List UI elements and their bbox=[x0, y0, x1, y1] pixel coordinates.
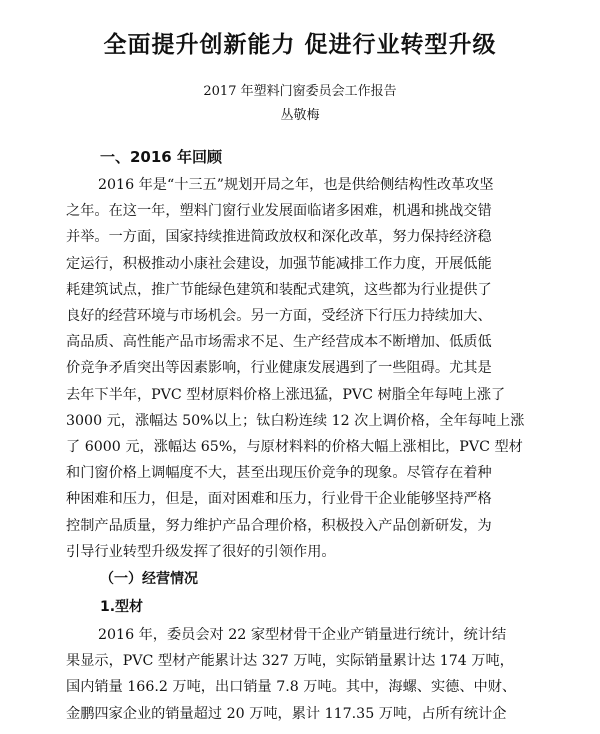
paragraph-line: 去年下半年，PVC 型材原料价格上涨迅猛，PVC 树脂全年每吨上涨了 bbox=[66, 386, 506, 403]
section-heading-review: 一、2016 年回顾 bbox=[100, 148, 222, 166]
paragraph-line: 并举。一方面，国家持续推进简政放权和深化改革，努力保持经济稳 bbox=[66, 229, 492, 246]
report-subtitle: 2017 年塑料门窗委员会工作报告 bbox=[203, 84, 397, 99]
paragraph-line: 良好的经营环境与市场机会。另一方面，受经济下行压力持续加大、 bbox=[66, 308, 492, 325]
paragraph-line: 定运行，积极推动小康社会建设，加强节能减排工作力度，开展低能 bbox=[66, 255, 492, 272]
paragraph-line: 2016 年是“十三五”规划开局之年，也是供给侧结构性改革攻坚 bbox=[98, 177, 494, 193]
paragraph-line: 价竞争矛盾突出等因素影响，行业健康发展遇到了一些阻碍。尤其是 bbox=[66, 360, 492, 377]
paragraph-line: 高品质、高性能产品市场需求不足、生产经营成本不断增加、低质低 bbox=[66, 334, 492, 351]
paragraph-line: 和门窗价格上调幅度不大，甚至出现压价竞争的现象。尽管存在着种 bbox=[66, 465, 492, 482]
paragraph-line: 之年。在这一年，塑料门窗行业发展面临诸多困难，机遇和挑战交错 bbox=[66, 203, 492, 220]
paragraph-line: 种困难和压力，但是，面对困难和压力，行业骨干企业能够坚持严格 bbox=[66, 491, 492, 508]
paragraph-line: 国内销量 166.2 万吨，出口销量 7.8 万吨。其中，海螺、实德、中财、 bbox=[66, 679, 517, 696]
author-name: 丛敬梅 bbox=[280, 108, 320, 123]
paragraph-line: 果显示，PVC 型材产能累计达 327 万吨，实际销量累计达 174 万吨， bbox=[66, 653, 514, 670]
paragraph-profiles bbox=[66, 622, 544, 727]
subsubsection-heading-profiles: 1.型材 bbox=[100, 599, 144, 615]
paragraph-line: 耗建筑试点，推广节能绿色建筑和装配式建筑，这些都为行业提供了 bbox=[66, 281, 492, 298]
paragraph-line: 2016 年，委员会对 22 家型材骨干企业产销量进行统计，统计结 bbox=[98, 627, 507, 643]
paragraph-line: 3000 元，涨幅达 50%以上；钛白粉连续 12 次上调价格，全年每吨上涨 bbox=[66, 412, 525, 429]
paragraph-review bbox=[66, 172, 544, 565]
paragraph-line: 了 6000 元，涨幅达 65%，与原材料料的价格大幅上涨相比，PVC 型材 bbox=[66, 439, 523, 456]
paragraph-line: 引导行业转型升级发挥了很好的引领作用。 bbox=[66, 543, 336, 560]
subsection-heading-operations: （一）经营情况 bbox=[100, 571, 198, 587]
document-title: 全面提升创新能力 促进行业转型升级 bbox=[103, 32, 497, 58]
paragraph-line: 控制产品质量，努力维护产品合理价格，积极投入产品创新研发，为 bbox=[66, 517, 492, 534]
paragraph-line: 金鹏四家企业的销量超过 20 万吨，累计 117.35 万吨，占所有统计企 bbox=[66, 705, 507, 722]
